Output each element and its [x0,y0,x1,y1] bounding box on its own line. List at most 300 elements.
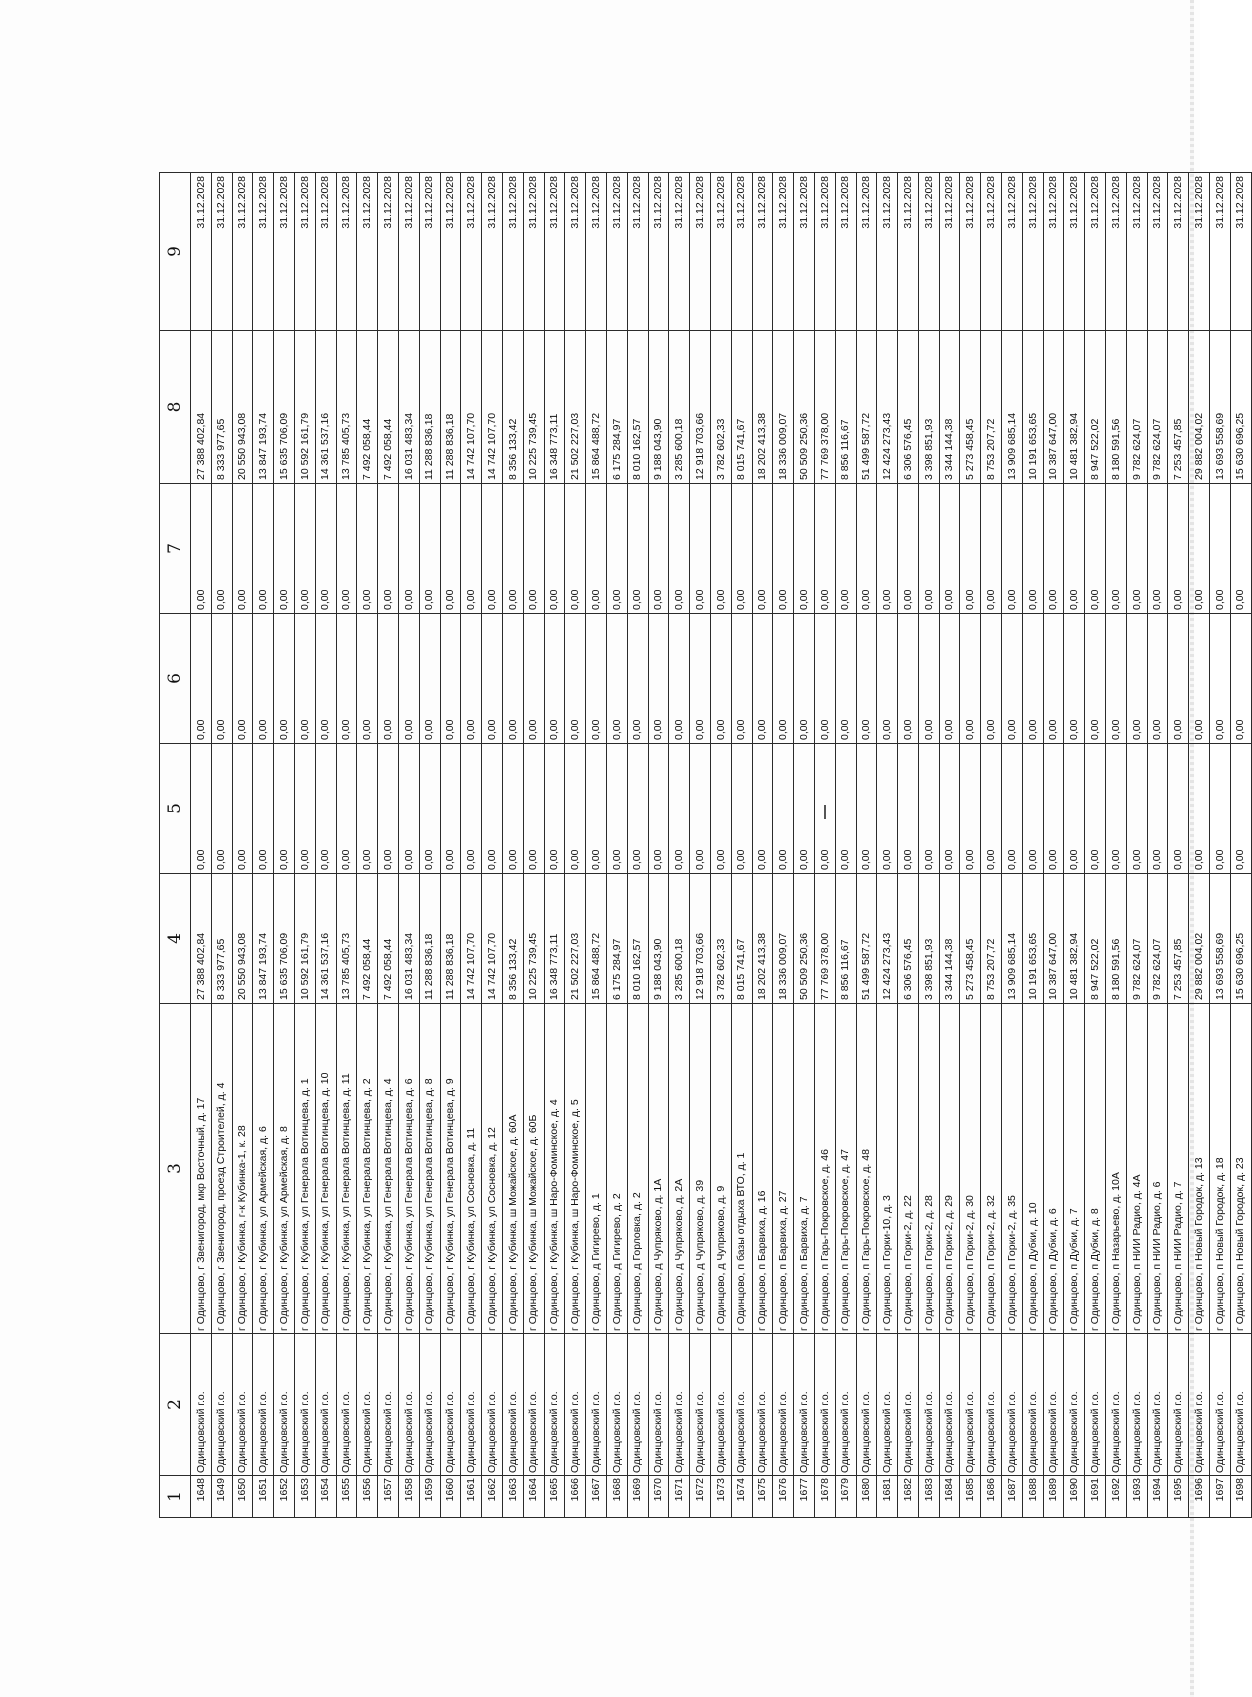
address-cell: г Одинцово, п Горки-2, д. 30 [960,1004,981,1334]
col-8-total-cell: 9 782 624,07 [1126,331,1147,484]
col-8-total-cell: 20 550 943,08 [232,331,253,484]
column-header-1: 1 [160,1476,191,1518]
col-8-total-cell: 12 424 273,43 [877,331,898,484]
column-header-9: 9 [160,173,191,331]
col-7-amount-cell: 0,00 [1106,484,1127,614]
table-row [669,173,690,1518]
col-5-amount-cell: 0,00 [710,744,731,874]
col-8-total-cell: 8 010 162,57 [627,331,648,484]
district-cell: Одинцовский г.о. [586,1334,607,1476]
address-cell: г Одинцово, п Горки-10, д. 3 [877,1004,898,1334]
table-row [898,173,919,1518]
row-number-cell: 1660 [440,1476,461,1518]
col-8-total-cell: 77 769 378,00 [814,331,835,484]
col-5-amount-cell: 0,00 [1064,744,1085,874]
col-6-amount-cell: 0,00 [835,614,856,744]
col-7-amount-cell: 0,00 [1147,484,1168,614]
col-4-amount-cell: 3 285 600,18 [669,874,690,1004]
district-cell: Одинцовский г.о. [482,1334,503,1476]
deadline-date-cell: 31.12.2028 [1043,173,1064,331]
row-number-cell: 1661 [461,1476,482,1518]
table-row [794,173,815,1518]
table-row [1106,173,1127,1518]
col-4-amount-cell: 6 175 284,97 [606,874,627,1004]
address-cell: г Одинцово, г Кубинка, ул Генерала Вотинцева, д. 10 [315,1004,336,1334]
col-7-amount-cell: 0,00 [461,484,482,614]
district-cell: Одинцовский г.о. [606,1334,627,1476]
col-4-amount-cell: 8 947 522,02 [1085,874,1106,1004]
col-4-amount-cell: 13 847 193,74 [253,874,274,1004]
table-row [294,173,315,1518]
row-number-cell: 1649 [211,1476,232,1518]
address-cell: г Одинцово, д Чупряково, д. 1А [648,1004,669,1334]
col-6-amount-cell: 0,00 [523,614,544,744]
col-6-amount-cell: 0,00 [565,614,586,744]
col-6-amount-cell: 0,00 [669,614,690,744]
district-cell: Одинцовский г.о. [1230,1334,1251,1476]
col-6-amount-cell: 0,00 [877,614,898,744]
col-8-total-cell: 14 742 107,70 [461,331,482,484]
col-4-amount-cell: 10 387 647,00 [1043,874,1064,1004]
col-8-total-cell: 18 202 413,38 [752,331,773,484]
col-6-amount-cell: 0,00 [794,614,815,744]
col-7-amount-cell: 0,00 [440,484,461,614]
row-number-cell: 1688 [1022,1476,1043,1518]
table-row [939,173,960,1518]
row-number-cell: 1657 [378,1476,399,1518]
col-6-amount-cell: 0,00 [981,614,1002,744]
table-row [606,173,627,1518]
col-5-amount-cell: 0,00 [232,744,253,874]
col-6-amount-cell: 0,00 [773,614,794,744]
col-5-amount-cell: 0,00 [981,744,1002,874]
table-row [586,173,607,1518]
col-7-amount-cell: 0,00 [1168,484,1189,614]
col-7-amount-cell: 0,00 [315,484,336,614]
row-number-cell: 1673 [710,1476,731,1518]
district-cell: Одинцовский г.о. [835,1334,856,1476]
address-cell: г Одинцово, п Горки-2, д. 35 [1002,1004,1023,1334]
col-6-amount-cell: 0,00 [648,614,669,744]
district-cell: Одинцовский г.о. [1002,1334,1023,1476]
address-cell: г Одинцово, п Горки-2, д. 32 [981,1004,1002,1334]
address-cell: г Одинцово, п НИИ Радио, д. 6 [1147,1004,1168,1334]
col-6-amount-cell: 0,00 [1189,614,1210,744]
col-8-total-cell: 6 306 576,45 [898,331,919,484]
row-number-cell: 1667 [586,1476,607,1518]
col-6-amount-cell: 0,00 [752,614,773,744]
district-cell: Одинцовский г.о. [752,1334,773,1476]
address-cell: г Одинцово, п НИИ Радио, д. 7 [1168,1004,1189,1334]
address-cell: г Одинцово, д Чупряково, д. 39 [690,1004,711,1334]
district-cell: Одинцовский г.о. [1168,1334,1189,1476]
col-4-amount-cell: 8 015 741,67 [731,874,752,1004]
deadline-date-cell: 31.12.2028 [482,173,503,331]
table-row [315,173,336,1518]
table-row [752,173,773,1518]
deadline-date-cell: 31.12.2028 [648,173,669,331]
district-cell: Одинцовский г.о. [939,1334,960,1476]
table-row [814,173,835,1518]
district-cell: Одинцовский г.о. [773,1334,794,1476]
col-8-total-cell: 14 742 107,70 [482,331,503,484]
district-cell: Одинцовский г.о. [357,1334,378,1476]
col-5-amount-cell: 0,00 [627,744,648,874]
col-6-amount-cell: 0,00 [191,614,212,744]
col-6-amount-cell: 0,00 [336,614,357,744]
deadline-date-cell: 31.12.2028 [710,173,731,331]
row-number-cell: 1662 [482,1476,503,1518]
address-cell: г Одинцово, г Кубинка, ул Сосновка, д. 12 [482,1004,503,1334]
col-6-amount-cell: 0,00 [1106,614,1127,744]
district-cell: Одинцовский г.о. [294,1334,315,1476]
col-6-amount-cell: 0,00 [960,614,981,744]
district-cell: Одинцовский г.о. [898,1334,919,1476]
col-8-total-cell: 10 481 382,94 [1064,331,1085,484]
col-4-amount-cell: 3 782 602,33 [710,874,731,1004]
table-row [378,173,399,1518]
deadline-date-cell: 31.12.2028 [981,173,1002,331]
col-5-amount-cell: 0,00 [1210,744,1231,874]
table-row [211,173,232,1518]
col-7-amount-cell: 0,00 [253,484,274,614]
table-row [960,173,981,1518]
col-4-amount-cell: 7 253 457,85 [1168,874,1189,1004]
row-number-cell: 1698 [1230,1476,1251,1518]
row-number-cell: 1679 [835,1476,856,1518]
deadline-date-cell: 31.12.2028 [1230,173,1251,331]
address-cell: г Одинцово, г Кубинка, ул Армейская, д. 8 [274,1004,295,1334]
table-row [502,173,523,1518]
col-6-amount-cell: 0,00 [856,614,877,744]
col-5-amount-cell: 0,00 [1002,744,1023,874]
col-5-amount-cell: 0,00 [523,744,544,874]
district-cell: Одинцовский г.о. [523,1334,544,1476]
table-row [981,173,1002,1518]
col-8-total-cell: 12 918 703,66 [690,331,711,484]
district-cell: Одинцовский г.о. [544,1334,565,1476]
col-7-amount-cell: 0,00 [856,484,877,614]
col-7-amount-cell: 0,00 [419,484,440,614]
table-row [191,173,212,1518]
row-number-cell: 1685 [960,1476,981,1518]
district-cell: Одинцовский г.о. [440,1334,461,1476]
deadline-date-cell: 31.12.2028 [1126,173,1147,331]
deadline-date-cell: 31.12.2028 [814,173,835,331]
deadline-date-cell: 31.12.2028 [1168,173,1189,331]
col-7-amount-cell: 0,00 [294,484,315,614]
table-row [461,173,482,1518]
row-number-cell: 1676 [773,1476,794,1518]
col-4-amount-cell: 8 010 162,57 [627,874,648,1004]
col-4-amount-cell: 15 630 696,25 [1230,874,1251,1004]
col-6-amount-cell: 0,00 [274,614,295,744]
col-4-amount-cell: 18 202 413,38 [752,874,773,1004]
col-7-amount-cell: 0,00 [918,484,939,614]
row-number-cell: 1655 [336,1476,357,1518]
district-cell: Одинцовский г.о. [710,1334,731,1476]
col-8-total-cell: 10 225 739,45 [523,331,544,484]
table-row [773,173,794,1518]
row-number-cell: 1695 [1168,1476,1189,1518]
col-7-amount-cell: 0,00 [627,484,648,614]
col-5-amount-cell: 0,00 [253,744,274,874]
row-number-cell: 1654 [315,1476,336,1518]
deadline-date-cell: 31.12.2028 [419,173,440,331]
row-number-cell: 1651 [253,1476,274,1518]
district-cell: Одинцовский г.о. [627,1334,648,1476]
col-6-amount-cell: 0,00 [461,614,482,744]
col-5-amount-cell: 0,00 [378,744,399,874]
col-7-amount-cell: 0,00 [710,484,731,614]
col-5-amount-cell: 0,00 [211,744,232,874]
rotated-table-sheet [159,173,1247,1518]
deadline-date-cell: 31.12.2028 [669,173,690,331]
col-5-amount-cell: 0,00 [461,744,482,874]
col-8-total-cell: 11 288 836,18 [419,331,440,484]
col-7-amount-cell: 0,00 [336,484,357,614]
col-4-amount-cell: 12 918 703,66 [690,874,711,1004]
table-row [648,173,669,1518]
district-cell: Одинцовский г.о. [669,1334,690,1476]
col-5-amount-cell: 0,00 [419,744,440,874]
address-cell: г Одинцово, г Кубинка, г-к Кубинка-1, к. 28 [232,1004,253,1334]
col-7-amount-cell: 0,00 [482,484,503,614]
row-number-cell: 1650 [232,1476,253,1518]
col-5-amount-cell: 0,00 [294,744,315,874]
district-cell: Одинцовский г.о. [191,1334,212,1476]
row-number-cell: 1689 [1043,1476,1064,1518]
col-5-amount-cell: 0,00 [1189,744,1210,874]
col-7-amount-cell: 0,00 [1230,484,1251,614]
col-8-total-cell: 10 387 647,00 [1043,331,1064,484]
address-cell: г Одинцово, г Кубинка, ул Генерала Вотинцева, д. 8 [419,1004,440,1334]
district-cell: Одинцовский г.о. [565,1334,586,1476]
table-row [1168,173,1189,1518]
col-4-amount-cell: 50 509 250,36 [794,874,815,1004]
col-4-amount-cell: 13 785 405,73 [336,874,357,1004]
address-cell: г Одинцово, п Новый Городок, д. 23 [1230,1004,1251,1334]
district-cell: Одинцовский г.о. [981,1334,1002,1476]
col-8-total-cell: 3 782 602,33 [710,331,731,484]
district-cell: Одинцовский г.о. [398,1334,419,1476]
col-4-amount-cell: 14 742 107,70 [482,874,503,1004]
col-5-amount-cell: 0,00 [440,744,461,874]
col-6-amount-cell: 0,00 [918,614,939,744]
col-4-amount-cell: 10 592 161,79 [294,874,315,1004]
col-5-amount-cell: 0,00 [898,744,919,874]
col-7-amount-cell: 0,00 [731,484,752,614]
row-number-cell: 1692 [1106,1476,1127,1518]
col-6-amount-cell: 0,00 [482,614,503,744]
address-cell: г Одинцово, д Гигирево, д. 2 [606,1004,627,1334]
col-6-amount-cell: 0,00 [357,614,378,744]
col-6-amount-cell: 0,00 [1168,614,1189,744]
col-4-amount-cell: 11 288 836,18 [440,874,461,1004]
col-7-amount-cell: 0,00 [960,484,981,614]
col-8-total-cell: 8 856 116,67 [835,331,856,484]
col-5-amount-cell: 0,00 [357,744,378,874]
col-4-amount-cell: 8 856 116,67 [835,874,856,1004]
district-cell: Одинцовский г.о. [856,1334,877,1476]
address-cell: г Одинцово, г Кубинка, ул Сосновка, д. 11 [461,1004,482,1334]
district-cell: Одинцовский г.о. [1126,1334,1147,1476]
district-cell: Одинцовский г.о. [211,1334,232,1476]
col-4-amount-cell: 7 492 058,44 [357,874,378,1004]
col-8-total-cell: 13 785 405,73 [336,331,357,484]
deadline-date-cell: 31.12.2028 [835,173,856,331]
address-cell: г Одинцово, п Горки-2, д. 29 [939,1004,960,1334]
address-cell: г Одинцово, п Барвиха, д. 16 [752,1004,773,1334]
col-5-amount-cell: 0,00 [544,744,565,874]
address-cell: г Одинцово, д Горловка, д. 2 [627,1004,648,1334]
address-cell: г Одинцово, п Барвиха, д. 27 [773,1004,794,1334]
table-row [419,173,440,1518]
deadline-date-cell: 31.12.2028 [586,173,607,331]
row-number-cell: 1690 [1064,1476,1085,1518]
col-5-amount-cell: 0,00 [877,744,898,874]
col-5-amount-cell: 0,00 [794,744,815,874]
col-8-total-cell: 10 592 161,79 [294,331,315,484]
deadline-date-cell: 31.12.2028 [378,173,399,331]
column-header-4: 4 [160,874,191,1004]
col-4-amount-cell: 27 388 402,84 [191,874,212,1004]
col-6-amount-cell: 0,00 [398,614,419,744]
address-cell: г Одинцово, д Чупряково, д. 9 [710,1004,731,1334]
col-4-amount-cell: 6 306 576,45 [898,874,919,1004]
col-8-total-cell: 8 015 741,67 [731,331,752,484]
col-7-amount-cell: 0,00 [1002,484,1023,614]
col-4-amount-cell: 18 336 009,07 [773,874,794,1004]
col-6-amount-cell: 0,00 [211,614,232,744]
col-8-total-cell: 8 753 207,72 [981,331,1002,484]
col-7-amount-cell: 0,00 [981,484,1002,614]
col-4-amount-cell: 8 356 133,42 [502,874,523,1004]
col-4-amount-cell: 9 782 624,07 [1147,874,1168,1004]
col-4-amount-cell: 8 753 207,72 [981,874,1002,1004]
col-5-amount-cell: 0,00 [835,744,856,874]
col-8-total-cell: 8 356 133,42 [502,331,523,484]
district-cell: Одинцовский г.о. [794,1334,815,1476]
row-number-cell: 1675 [752,1476,773,1518]
col-4-amount-cell: 21 502 227,03 [565,874,586,1004]
col-8-total-cell: 29 882 004,02 [1189,331,1210,484]
row-number-cell: 1674 [731,1476,752,1518]
row-number-cell: 1683 [918,1476,939,1518]
column-header-6: 6 [160,614,191,744]
address-cell: г Одинцово, п Барвиха, д. 7 [794,1004,815,1334]
row-number-cell: 1697 [1210,1476,1231,1518]
deadline-date-cell: 31.12.2028 [232,173,253,331]
deadline-date-cell: 31.12.2028 [1002,173,1023,331]
col-7-amount-cell: 0,00 [523,484,544,614]
deadline-date-cell: 31.12.2028 [523,173,544,331]
col-6-amount-cell: 0,00 [710,614,731,744]
deadline-date-cell: 31.12.2028 [357,173,378,331]
district-cell: Одинцовский г.о. [1147,1334,1168,1476]
col-6-amount-cell: 0,00 [1064,614,1085,744]
district-cell: Одинцовский г.о. [461,1334,482,1476]
col-6-amount-cell: 0,00 [1043,614,1064,744]
address-cell: г Одинцово, п Новый Городок, д. 13 [1189,1004,1210,1334]
col-6-amount-cell: 0,00 [1147,614,1168,744]
address-cell: г Одинцово, г Кубинка, ул Генерала Вотинцева, д. 9 [440,1004,461,1334]
col-8-total-cell: 27 388 402,84 [191,331,212,484]
col-7-amount-cell: 0,00 [211,484,232,614]
col-5-amount-cell: 0,00 [960,744,981,874]
col-7-amount-cell: 0,00 [1210,484,1231,614]
col-6-amount-cell: 0,00 [378,614,399,744]
deadline-date-cell: 31.12.2028 [773,173,794,331]
col-4-amount-cell: 16 031 483,34 [398,874,419,1004]
col-6-amount-cell: 0,00 [627,614,648,744]
address-cell: г Одинцово, п Горки-2, д. 28 [918,1004,939,1334]
col-4-amount-cell: 14 361 537,16 [315,874,336,1004]
col-6-amount-cell: 0,00 [939,614,960,744]
col-4-amount-cell: 14 742 107,70 [461,874,482,1004]
col-5-amount-cell: 0,00 [731,744,752,874]
col-8-total-cell: 8 947 522,02 [1085,331,1106,484]
table-row [253,173,274,1518]
table-row [1210,173,1231,1518]
row-number-cell: 1677 [794,1476,815,1518]
col-8-total-cell: 3 285 600,18 [669,331,690,484]
col-8-total-cell: 7 253 457,85 [1168,331,1189,484]
col-5-amount-cell: 0,00 [1043,744,1064,874]
col-8-total-cell: 51 499 587,72 [856,331,877,484]
col-5-amount-cell: 0,00 [1147,744,1168,874]
table-row [731,173,752,1518]
table-body [191,173,1252,1518]
deadline-date-cell: 31.12.2028 [294,173,315,331]
address-cell: г Одинцово, г Кубинка, ш Наро-Фоминское, д. 5 [565,1004,586,1334]
col-6-amount-cell: 0,00 [1210,614,1231,744]
address-cell: г Одинцово, г Звенигород, проезд Строителей, д. 4 [211,1004,232,1334]
col-6-amount-cell: 0,00 [544,614,565,744]
table-row [918,173,939,1518]
row-number-cell: 1666 [565,1476,586,1518]
deadline-date-cell: 31.12.2028 [898,173,919,331]
row-number-cell: 1686 [981,1476,1002,1518]
table-row [565,173,586,1518]
col-4-amount-cell: 3 398 851,93 [918,874,939,1004]
table-row [523,173,544,1518]
col-4-amount-cell: 16 348 773,11 [544,874,565,1004]
col-8-total-cell: 6 175 284,97 [606,331,627,484]
address-cell: г Одинцово, п Дубки, д. 6 [1043,1004,1064,1334]
col-6-amount-cell: 0,00 [586,614,607,744]
col-7-amount-cell: 0,00 [814,484,835,614]
district-cell: Одинцовский г.о. [253,1334,274,1476]
col-8-total-cell: 7 492 058,44 [378,331,399,484]
district-cell: Одинцовский г.о. [731,1334,752,1476]
table-row [357,173,378,1518]
table-row [1022,173,1043,1518]
deadline-date-cell: 31.12.2028 [877,173,898,331]
col-6-amount-cell: 0,00 [440,614,461,744]
deadline-date-cell: 31.12.2028 [502,173,523,331]
row-number-cell: 1664 [523,1476,544,1518]
col-8-total-cell: 13 693 558,69 [1210,331,1231,484]
district-cell: Одинцовский г.о. [960,1334,981,1476]
col-7-amount-cell: 0,00 [544,484,565,614]
deadline-date-cell: 31.12.2028 [1022,173,1043,331]
col-7-amount-cell: 0,00 [378,484,399,614]
col-5-amount-cell: 0,00 [502,744,523,874]
col-5-amount-cell: 0,00 [191,744,212,874]
col-4-amount-cell: 13 909 685,14 [1002,874,1023,1004]
address-cell: г Одинцово, д Гигирево, д. 1 [586,1004,607,1334]
